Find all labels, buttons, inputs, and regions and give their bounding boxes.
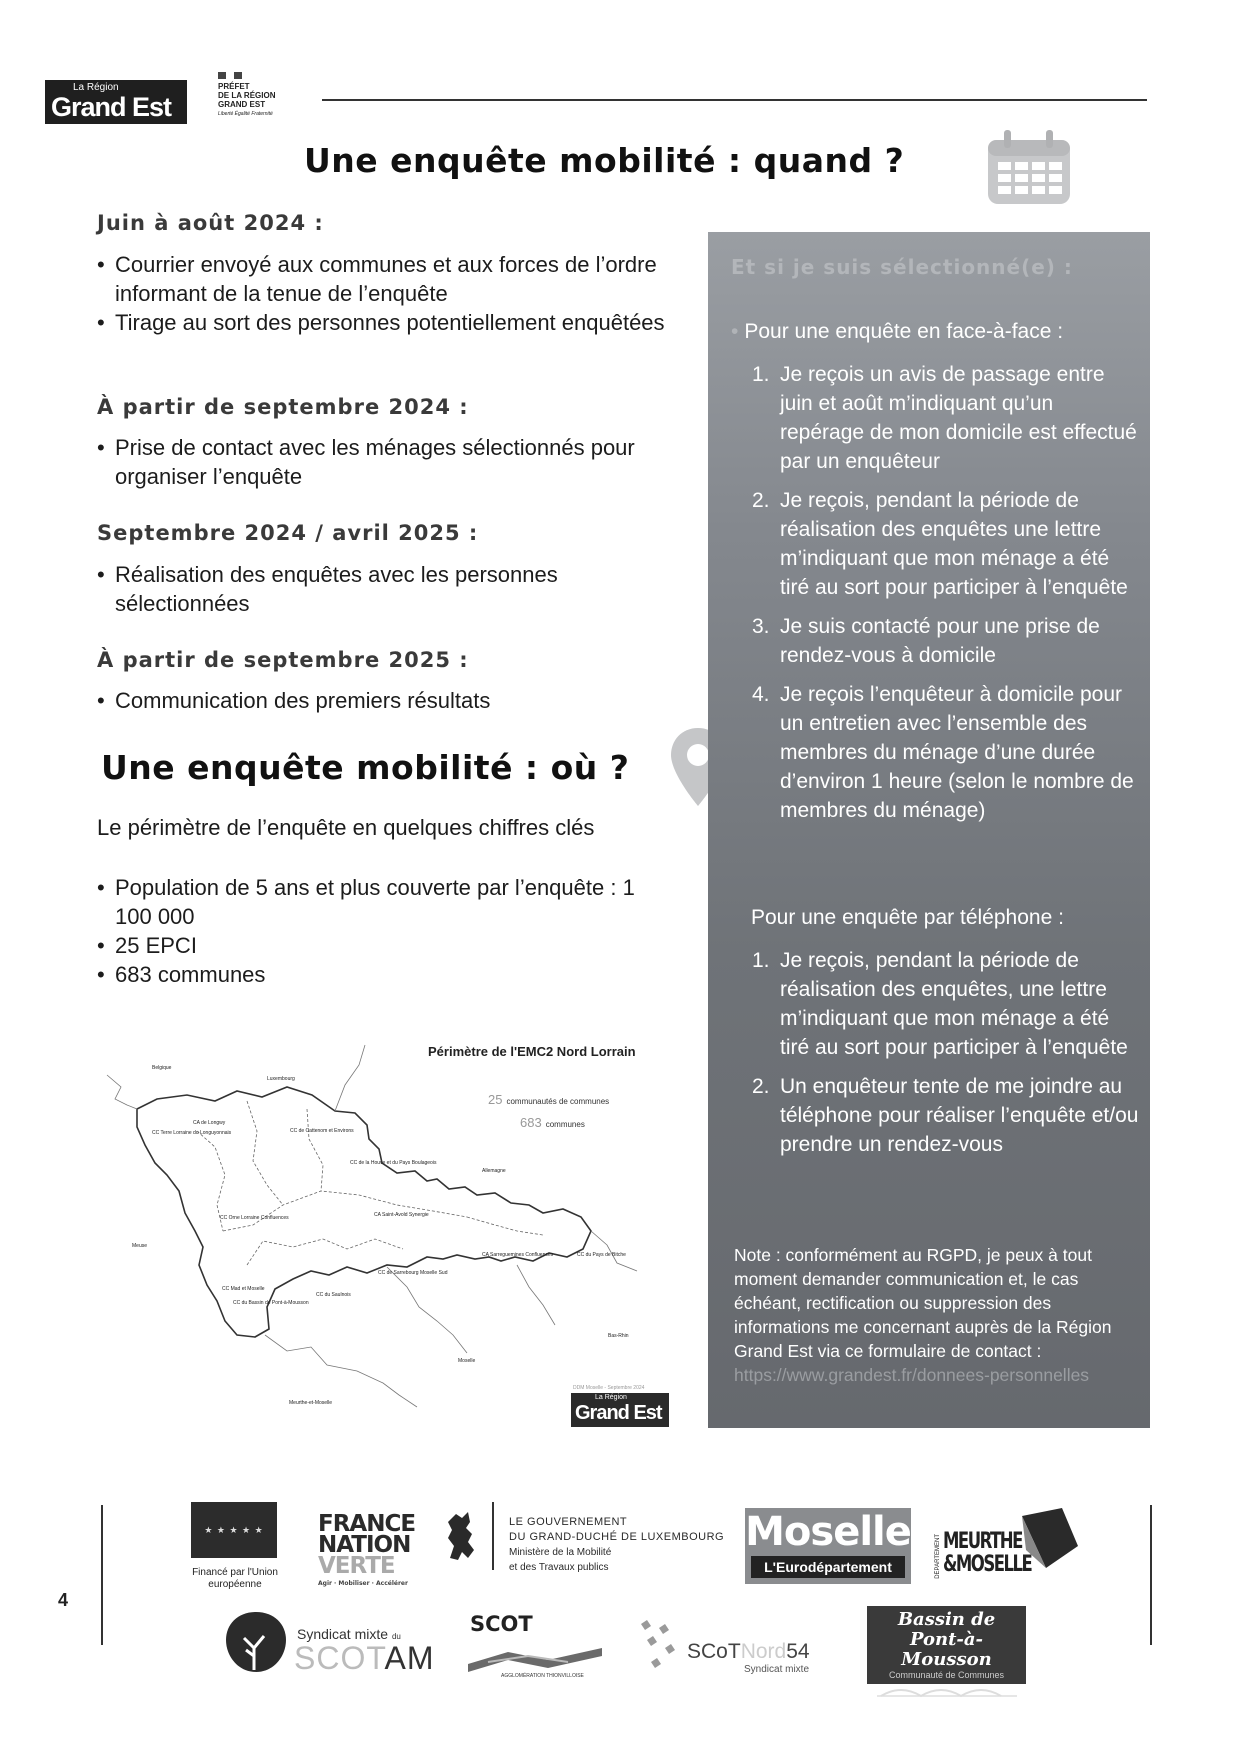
map-stat-communes bbox=[520, 1115, 585, 1130]
timeline-list bbox=[97, 250, 697, 337]
mm-line: MEURTHE bbox=[943, 1529, 1022, 1554]
lux-line: LE GOUVERNEMENT bbox=[509, 1516, 628, 1528]
scotam-logo bbox=[294, 1640, 435, 1677]
step-text: Un enquêteur tente de me joindre au téléphone pour réaliser l’enquête et/ou prendre un rendez-vous bbox=[780, 1075, 1139, 1156]
header-divider bbox=[322, 99, 1147, 101]
moselle-logo bbox=[745, 1508, 911, 1584]
scotam-faded: SCOT bbox=[294, 1640, 385, 1676]
map-label-luxembourg: Luxembourg bbox=[267, 1076, 295, 1082]
panel-subheading-text: Pour une enquête en face-à-face : bbox=[744, 320, 1064, 343]
key-figure-item: • 25 EPCI bbox=[97, 931, 677, 960]
eu-caption: Financé par l'Union européenne bbox=[192, 1567, 278, 1590]
fnv-tagline: Agir · Mobiliser · Accélérer bbox=[318, 1580, 408, 1587]
step-item bbox=[752, 946, 1142, 1062]
when-title: Une enquête mobilité : quand ? bbox=[304, 141, 905, 180]
map-label-epci: CA Sarreguemines Confluences bbox=[482, 1252, 554, 1258]
footer-divider-right bbox=[1150, 1505, 1152, 1645]
map-label-epci: CA de Longwy bbox=[193, 1120, 226, 1126]
map-label-meurthe: Meurthe-et-Moselle bbox=[289, 1400, 333, 1406]
bpm-subtitle: Communauté de Communes bbox=[888, 1670, 1005, 1680]
scot-nord54-subtitle: Syndicat mixte bbox=[744, 1664, 810, 1675]
map-stat-epci bbox=[488, 1092, 609, 1107]
step-text: Je suis contacté pour une prise de rendez-vous à domicile bbox=[780, 615, 1100, 667]
map-label-epci: CC du Bassin de Pont-à-Mousson bbox=[233, 1300, 309, 1306]
scot54-dark: SCoT bbox=[687, 1640, 741, 1663]
step-text: Je reçois un avis de passage entre juin et août m’indiquant qu’un repérage de mon domicile est effectué par un enquêteur bbox=[780, 363, 1137, 473]
meurthe-moselle-dept-label: DÉPARTEMENT bbox=[935, 1534, 941, 1579]
where-intro: Le périmètre de l’enquête en quelques chiffres clés bbox=[97, 815, 595, 840]
timeline-heading: Septembre 2024 / avril 2025 : bbox=[97, 521, 479, 545]
timeline-heading: À partir de septembre 2024 : bbox=[97, 395, 469, 419]
map-label-bas-rhin: Bas-Rhin bbox=[608, 1333, 629, 1339]
lux-line: et des Travaux publics bbox=[509, 1562, 609, 1573]
prefet-logo bbox=[218, 72, 298, 117]
luxembourg-lion-icon bbox=[440, 1508, 480, 1564]
step-item bbox=[752, 1072, 1142, 1159]
scotam-tree-icon bbox=[224, 1610, 288, 1674]
map-label-moselle: Moselle bbox=[458, 1358, 476, 1364]
fnv-line: FRANCE bbox=[318, 1511, 416, 1537]
eu-flag-icon: ★ ★ ★ ★ ★ bbox=[191, 1502, 277, 1558]
gdpr-note bbox=[734, 1243, 1134, 1387]
timeline-item: • Réalisation des enquêtes avec les personnes sélectionnées bbox=[97, 560, 697, 618]
map-label-epci: CC de Sarrebourg Moselle Sud bbox=[378, 1270, 448, 1276]
timeline-item: • Tirage au sort des personnes potentiellement enquêtées bbox=[97, 308, 697, 337]
step-number: 2. bbox=[752, 489, 770, 512]
calendar-icon bbox=[986, 128, 1072, 206]
mm-line: &MOSELLE bbox=[943, 1552, 1032, 1577]
scot-thionville-subtitle: AGGLOMÉRATION THIONVILLOISE bbox=[501, 1673, 584, 1679]
map-label-epci: CC de la Houve et du Pays Boulageois bbox=[350, 1160, 437, 1166]
page-number: 4 bbox=[58, 1590, 69, 1610]
key-figures-list bbox=[97, 873, 677, 989]
prefet-line: DE LA RÉGION bbox=[218, 91, 276, 100]
lux-line: DU GRAND-DUCHÉ DE LUXEMBOURG bbox=[509, 1531, 725, 1543]
luxembourg-divider bbox=[492, 1502, 494, 1570]
moselle-logo-small: L'Eurodépartement bbox=[751, 1556, 905, 1578]
timeline-heading: À partir de septembre 2025 : bbox=[97, 648, 469, 672]
step-number: 1. bbox=[752, 363, 770, 386]
panel-subheading-phone: Pour une enquête par téléphone : bbox=[751, 906, 1064, 929]
map-stat-value: 683 bbox=[520, 1115, 542, 1130]
map-logo-big: Grand Est bbox=[575, 1402, 662, 1424]
face-steps-list bbox=[752, 360, 1142, 835]
region-grand-est-logo bbox=[45, 80, 187, 124]
map-title: Périmètre de l'EMC2 Nord Lorrain bbox=[428, 1044, 636, 1059]
map-label-epci: CC Terre Lorraine du Longuyonnais bbox=[152, 1130, 232, 1136]
timeline-item: • Courrier envoyé aux communes et aux forces de l’ordre informant de la tenue de l’enquête bbox=[97, 250, 697, 308]
bullet-dot-icon: • bbox=[731, 320, 739, 343]
timeline-list bbox=[97, 560, 697, 618]
panel-heading: Et si je suis sélectionné(e) : bbox=[731, 255, 1073, 279]
step-item bbox=[752, 486, 1142, 602]
meurthe-moselle-shape-icon bbox=[1016, 1506, 1080, 1570]
map-stat-label: communes bbox=[545, 1120, 585, 1129]
luxembourg-ministry-logo bbox=[509, 1515, 724, 1575]
gdpr-note-text: Note : conformément au RGPD, je peux à tout moment demander communication et, le cas échéant, rectification ou suppression des informations me concernant auprès de la Région Grand Est via ce formulaire de contact : bbox=[734, 1245, 1112, 1361]
fnv-line: VERTE bbox=[318, 1553, 395, 1579]
map-credit: DDM Moselle - Septembre 2024 bbox=[573, 1385, 645, 1391]
step-item bbox=[752, 612, 1142, 670]
scotam-dark: AM bbox=[384, 1640, 435, 1676]
scotam-du: du bbox=[391, 1632, 401, 1641]
where-title: Une enquête mobilité : où ? bbox=[101, 748, 630, 787]
bassin-pont-a-mousson-logo bbox=[867, 1606, 1026, 1684]
map-label-epci: CC du Pays de Bitche bbox=[577, 1252, 626, 1258]
map-label-epci: CC Mad et Moselle bbox=[222, 1286, 265, 1292]
moselle-logo-big: Moselle bbox=[745, 1509, 911, 1555]
timeline-item: • Prise de contact avec les ménages sélectionnés pour organiser l’enquête bbox=[97, 433, 697, 491]
prefet-line: GRAND EST bbox=[218, 100, 266, 109]
scot54-num: 54 bbox=[786, 1640, 810, 1663]
map-logo-small: La Région bbox=[595, 1394, 627, 1401]
footer-divider-left bbox=[101, 1505, 103, 1645]
step-number: 2. bbox=[752, 1075, 770, 1098]
fnv-line: NATION bbox=[318, 1532, 411, 1558]
key-figure-item: • 683 communes bbox=[97, 960, 677, 989]
map-label-epci: CA Saint-Avold Synergie bbox=[374, 1212, 429, 1218]
scot-thionville-title: SCOT bbox=[470, 1612, 533, 1636]
bridge-icon bbox=[877, 1682, 1017, 1700]
timeline-list bbox=[97, 686, 697, 715]
map-label-epci: CC de Cattenom et Environs bbox=[290, 1128, 354, 1134]
timeline-item: • Communication des premiers résultats bbox=[97, 686, 697, 715]
timeline-heading: Juin à août 2024 : bbox=[97, 211, 324, 235]
map-stat-value: 25 bbox=[488, 1092, 503, 1107]
scot-nord54-logo bbox=[687, 1640, 810, 1664]
scotam-small: Syndicat mixte bbox=[297, 1626, 389, 1642]
timeline-list bbox=[97, 433, 697, 491]
bpm-line: Bassin de bbox=[897, 1609, 996, 1630]
prefet-motto: Liberté Égalité Fraternité bbox=[218, 111, 273, 117]
panel-subheading-face bbox=[731, 320, 1063, 344]
map-label-belgique: Belgique bbox=[152, 1065, 172, 1071]
step-number: 3. bbox=[752, 615, 770, 638]
gdpr-contact-link[interactable]: https://www.grandest.fr/donnees-personnelles bbox=[734, 1365, 1090, 1385]
bpm-line: Pont-à-Mousson bbox=[901, 1629, 992, 1670]
region-logo-small: La Région bbox=[73, 82, 119, 93]
step-item bbox=[752, 680, 1142, 825]
map-stat-label: communautés de communes bbox=[506, 1097, 610, 1106]
prefet-line: PRÉFET bbox=[218, 82, 250, 91]
step-number: 4. bbox=[752, 683, 770, 706]
map-region-logo bbox=[571, 1393, 669, 1427]
region-logo-big: Grand Est bbox=[51, 92, 172, 122]
lux-line: Ministère de la Mobilité bbox=[509, 1547, 612, 1558]
map-label-allemagne: Allemagne bbox=[482, 1168, 506, 1174]
france-nation-verte-logo bbox=[318, 1511, 416, 1588]
map-label-epci: CC du Saulnois bbox=[316, 1292, 351, 1298]
map-label-epci: CC Orne Lorraine Confluences bbox=[220, 1215, 289, 1221]
step-text: Je reçois l’enquêteur à domicile pour un entretien avec l’ensemble des membres du ménage d’une durée d’environ 1 heure (selon le nombre de membres du ménage) bbox=[780, 683, 1134, 822]
scot-nord54-mark-icon bbox=[637, 1618, 681, 1678]
scot-landscape-icon bbox=[468, 1642, 602, 1672]
map-label-meuse: Meuse bbox=[132, 1243, 148, 1249]
scot54-faded: Nord bbox=[740, 1640, 787, 1663]
phone-steps-list bbox=[752, 946, 1142, 1169]
marianne-flag-icon bbox=[218, 72, 242, 79]
key-figure-item: • Population de 5 ans et plus couverte par l’enquête : 1 100 000 bbox=[97, 873, 677, 931]
step-text: Je reçois, pendant la période de réalisation des enquêtes, une lettre m’indiquant que mon ménage a été tiré au sort pour participer à l’enquête bbox=[780, 949, 1128, 1059]
step-number: 1. bbox=[752, 949, 770, 972]
step-text: Je reçois, pendant la période de réalisation des enquêtes une lettre m’indiquant que mon ménage a été tiré au sort pour participer à l’enquête bbox=[780, 489, 1128, 599]
step-item bbox=[752, 360, 1142, 476]
